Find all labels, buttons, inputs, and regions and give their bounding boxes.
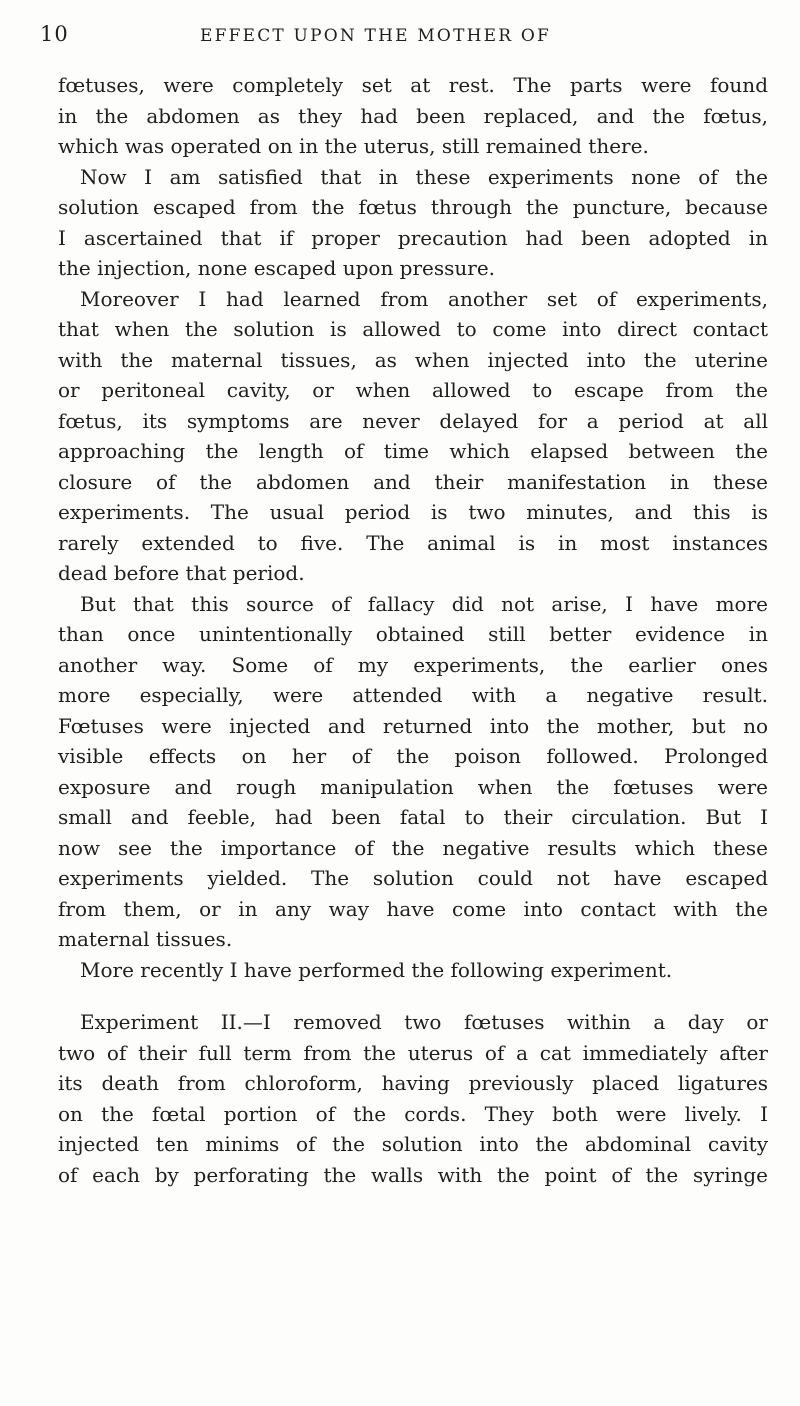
text-line: exposure and rough manipulation when the fœtuses were <box>58 774 768 799</box>
text-line: of each by perforating the walls with the point of the syringe <box>58 1162 768 1187</box>
text-line: More recently I have performed the following experiment. <box>80 957 673 982</box>
page-number: 10 <box>40 22 69 46</box>
text-line: now see the importance of the negative results which these <box>58 835 768 860</box>
paragraph-gap <box>58 985 768 1007</box>
text-line: injected ten minims of the solution into the abdominal cavity <box>58 1132 768 1156</box>
running-head <box>40 22 760 48</box>
text-line: small and feeble, had been fatal to their circulation. But I <box>58 805 768 829</box>
text-line: or peritoneal cavity, or when allowed to escape from the <box>58 378 768 402</box>
text-line: fœtuses, were completely set at rest. The parts were found <box>58 73 768 97</box>
text-line: Now I am satisfied that in these experiments none of the <box>80 164 768 189</box>
paragraph-satisfied <box>58 162 768 284</box>
text-line: from them, or in any way have come into contact with the <box>58 896 768 921</box>
text-line: two of their full term from the uterus of a cat immediately after <box>58 1040 768 1065</box>
text-line: another way. Some of my experiments, the earlier ones <box>58 652 768 677</box>
paragraph-moreover <box>58 284 768 589</box>
text-line: maternal tissues. <box>58 927 233 951</box>
text-line: dead before that period. <box>58 561 305 585</box>
text-line: in the abdomen as they had been replaced, and the fœtus, <box>58 103 768 128</box>
text-line: experiments. The usual period is two minutes, and this is <box>58 500 768 524</box>
text-line: solution escaped from the fœtus through the puncture, because <box>58 195 768 219</box>
text-line: approaching the length of time which elapsed between the <box>58 439 768 463</box>
running-title: EFFECT UPON THE MOTHER OF <box>200 26 551 46</box>
text-line: than once unintentionally obtained still better evidence in <box>58 622 768 646</box>
text-line: its death from chloroform, having previously placed ligatures <box>58 1071 768 1095</box>
text-line: rarely extended to five. The animal is in most instances <box>58 530 768 555</box>
text-line: But that this source of fallacy did not arise, I have more <box>80 591 768 616</box>
body-text <box>58 70 768 1190</box>
text-line: that when the solution is allowed to come into direct contact <box>58 317 768 341</box>
text-line: the injection, none escaped upon pressure. <box>58 256 496 280</box>
text-line: Fœtuses were injected and returned into the mother, but no <box>58 713 768 738</box>
text-line: visible effects on her of the poison followed. Prolonged <box>58 744 768 768</box>
text-line: I ascertained that if proper precaution had been adopted in <box>58 225 768 250</box>
text-line: which was operated on in the uterus, still remained there. <box>58 134 649 158</box>
paragraph-experiment-ii <box>58 1007 768 1190</box>
text-line: Moreover I had learned from another set of experiments, <box>80 286 768 311</box>
paragraph-continuation <box>58 70 768 162</box>
paragraph-recently <box>58 955 768 986</box>
paragraph-fallacy <box>58 589 768 955</box>
text-line: with the maternal tissues, as when injected into the uterine <box>58 347 768 372</box>
text-line: fœtus, its symptoms are never delayed for a period at all <box>58 408 768 433</box>
text-line: Experiment II.—I removed two fœtuses within a day or <box>80 1010 768 1034</box>
text-line: more especially, were attended with a negative result. <box>58 683 768 707</box>
text-line: on the fœtal portion of the cords. They both were lively. I <box>58 1101 768 1126</box>
text-line: closure of the abdomen and their manifestation in these <box>58 469 768 494</box>
text-line: experiments yielded. The solution could not have escaped <box>58 866 768 890</box>
